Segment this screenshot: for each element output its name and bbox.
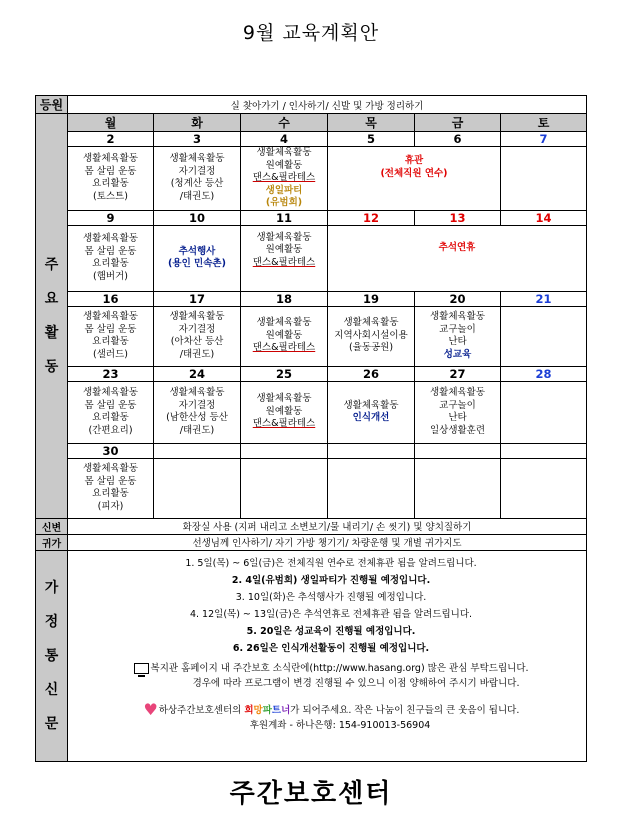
- day-header-mon: 월: [68, 114, 154, 132]
- day-header-fri: 금: [415, 114, 501, 132]
- date-number: 16: [68, 291, 154, 306]
- departure-label: 귀가: [36, 534, 68, 550]
- activity-cell: 생활체육활동 몸 살림 운동 요리활동 (샐러드): [68, 306, 154, 366]
- day-header-sat: 토: [501, 114, 587, 132]
- page-title: 9월 교육계획안: [242, 22, 380, 44]
- body-care-text: 화장실 사용 (지퍼 내리고 소변보기/물 내리기/ 손 씻기) 및 양치질하기: [68, 518, 587, 534]
- education-plan-table: [35, 95, 587, 762]
- activity-cell: 생활체육활동 자기결정 (아차산 등산 /태권도): [154, 306, 241, 366]
- arrival-label: 등원: [36, 96, 68, 114]
- notice-item: 6. 26일은 인식개선활동이 진행될 예정입니다.: [232, 642, 430, 654]
- date-number: 2: [68, 132, 154, 147]
- date-number: 30: [68, 443, 154, 458]
- notice-item: 1. 5일(목) ~ 6일(금)은 전체직원 연수로 전체휴관 됨을 알려드립니다.: [185, 557, 477, 569]
- activity-cell: [415, 458, 501, 518]
- change-note: 경우에 따라 프로그램이 변경 진행될 수 있으니 이점 양해하여 주시기 바랍니다.: [192, 677, 520, 689]
- arrival-text: 실 찾아가기 / 인사하기/ 신발 및 가방 정리하기: [68, 96, 587, 114]
- day-header-tue: 화: [154, 114, 241, 132]
- activity-cell: 생활체육활동 자기결정 (청계산 등산 /태권도): [154, 147, 241, 211]
- date-number: 10: [154, 210, 241, 225]
- date-number: 19: [328, 291, 415, 306]
- date-number: 18: [241, 291, 328, 306]
- date-number: [241, 443, 328, 458]
- date-number: [328, 443, 415, 458]
- date-number: [501, 443, 587, 458]
- donation-account: 후원계좌 - 하나은행: 154-910013-56904: [249, 719, 431, 731]
- activity-cell: 생활체육활동 교구놀이 난타 일상생활훈련: [415, 381, 501, 443]
- date-number: 25: [241, 366, 328, 381]
- activity-cell: [154, 458, 241, 518]
- activity-cell: 생활체육활동 인식개선: [328, 381, 415, 443]
- notice-item: 5. 20일은 성교육이 진행될 예정입니다.: [246, 625, 416, 637]
- activity-cell: 생활체육활동 원예활동 댄스&필라테스: [241, 381, 328, 443]
- center-name: 주간보호센터: [229, 779, 393, 809]
- notice-item: 2. 4일(유범희) 생일파티가 진행될 예정입니다.: [231, 574, 431, 586]
- activity-cell: [501, 381, 587, 443]
- activity-cell: 생활체육활동 지역사회시설이용 (율동공원): [328, 306, 415, 366]
- activity-cell: 생활체육활동 교구놀이 난타 성교육: [415, 306, 501, 366]
- home-notice-body: [68, 550, 587, 761]
- date-number: 9: [68, 210, 154, 225]
- computer-icon: [134, 663, 149, 674]
- date-number: [154, 443, 241, 458]
- day-header-wed: 수: [241, 114, 328, 132]
- date-number: 11: [241, 210, 328, 225]
- activity-cell: [501, 306, 587, 366]
- holiday-cell: 추석연휴: [328, 225, 587, 291]
- date-number: 20: [415, 291, 501, 306]
- homepage-note: 복지관 홈페이지 내 주간보호 소식란에(http://www.hasang.org) 많은 관심 부탁드립니다.: [76, 661, 586, 676]
- activity-cell: [501, 458, 587, 518]
- date-number: 28: [501, 366, 587, 381]
- date-number: 14: [501, 210, 587, 225]
- date-number: [415, 443, 501, 458]
- date-number: 13: [415, 210, 501, 225]
- home-notice-label: 가 정 통 신 문: [36, 550, 68, 761]
- partner-note: ♥하상주간보호센터의 희망파트너가 되어주세요. 작은 나눔이 친구들의 큰 웃음이 됩니다.: [143, 700, 520, 719]
- body-care-label: 신변: [36, 518, 68, 534]
- date-number: 27: [415, 366, 501, 381]
- date-number: 17: [154, 291, 241, 306]
- departure-text: 선생님께 인사하기/ 자기 가방 챙기기/ 차량운행 및 개별 귀가지도: [68, 534, 587, 550]
- activity-cell: 생활체육활동 몸 살림 운동 요리활동 (토스트): [68, 147, 154, 211]
- heart-icon: ♥: [143, 700, 158, 719]
- date-number: 21: [501, 291, 587, 306]
- date-number: 3: [154, 132, 241, 147]
- activity-cell: 생활체육활동 원예활동 댄스&필라테스: [241, 225, 328, 291]
- closure-cell: 휴관 (전체직원 연수): [328, 147, 501, 211]
- notice-item: 4. 12일(목) ~ 13일(금)은 추석연휴로 전체휴관 됨을 알려드립니다.: [189, 608, 473, 620]
- activity-cell: 생활체육활동 몸 살림 운동 요리활동 (간편요리): [68, 381, 154, 443]
- date-number: 12: [328, 210, 415, 225]
- date-number: 5: [328, 132, 415, 147]
- date-number: 26: [328, 366, 415, 381]
- activity-cell: [328, 458, 415, 518]
- event-cell: 추석행사 (용인 민속촌): [154, 225, 241, 291]
- day-header-thu: 목: [328, 114, 415, 132]
- date-number: 24: [154, 366, 241, 381]
- activity-cell: 생활체육활동 원예활동 댄스&필라테스: [241, 306, 328, 366]
- activity-cell: [241, 458, 328, 518]
- activity-cell: 생활체육활동 자기결정 (남한산성 등산 /태권도): [154, 381, 241, 443]
- activity-cell: 생활체육활동 원예활동 댄스&필라테스 생일파티 (유범희): [241, 147, 328, 211]
- date-number: 4: [241, 132, 328, 147]
- activity-cell: 생활체육활동 몸 살림 운동 요리활동 (햄버거): [68, 225, 154, 291]
- notice-item: 3. 10일(화)은 추석행사가 진행될 예정입니다.: [235, 591, 427, 603]
- activity-cell: [501, 147, 587, 211]
- date-number: 7: [501, 132, 587, 147]
- activity-cell: 생활체육활동 몸 살림 운동 요리활동 (피자): [68, 458, 154, 518]
- main-activity-label: 주 요 활 동: [36, 114, 68, 519]
- date-number: 23: [68, 366, 154, 381]
- date-number: 6: [415, 132, 501, 147]
